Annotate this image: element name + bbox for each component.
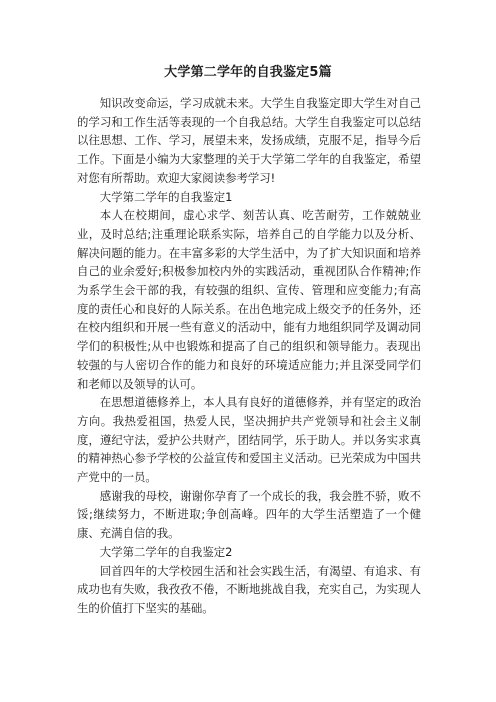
intro-paragraph: 知识改变命运，学习成就未来。大学生自我鉴定即大学生对自己的学习和工作生活等表现的一个自我总结。大学生自我鉴定可以总结以往思想、工作、学习，展望未来，发扬成绩，克服不足，指导今后工作。下面是小编为大家整理的关于大学第二学年的自我鉴定，希望对您有所帮助。欢迎大家阅读参考学习! — [77, 96, 421, 185]
section-2-paragraph-1: 回首四年的大学校园生活和社会实践生活，有渴望、有追求、有成功也有失败，我孜孜不倦，不断地挑战自我，充实自己，为实现人生的价值打下坚实的基础。 — [77, 563, 421, 615]
document-body — [77, 94, 421, 618]
section-heading-2: 大学第二学年的自我鉴定2 — [99, 544, 233, 559]
section-1-paragraph-1: 本人在校期间，虚心求学、刻苦认真、吃苦耐劳，工作兢兢业业，及时总结;注重理论联系实际，培养自己的自学能力以及分析、解决问题的能力。在丰富多彩的大学生活中，为了扩大知识面和培养自己的业余爱好;积极参加校内外的实践活动，重视团队合作精神;作为系学生会干部的我，有较强的组织、宣传、管理和应变能力;有高度的责任心和良好的人际关系。在出色地完成上级交予的任务外，还在校内组织和开展一些有意义的活动中，能有力地组织同学及调动同学们的积极性;从中也锻炼和提高了自己的组织和领导能力。表现出较强的与人密切合作的能力和良好的环境适应能力;并且深受同学们和老师以及领导的认可。 — [77, 208, 421, 391]
section-1-paragraph-3: 感谢我的母校，谢谢你孕育了一个成长的我，我会胜不骄，败不馁;继续努力，不断进取;争创高峰。四年的大学生活塑造了一个健康、充满自信的我。 — [77, 488, 421, 541]
section-heading-1: 大学第二学年的自我鉴定1 — [99, 189, 233, 204]
section-1-paragraph-2: 在思想道德修养上，本人具有良好的道德修养，并有坚定的政治方向。我热爱祖国，热爱人民，坚决拥护共产党领导和社会主义制度，遵纪守法，爱护公共财产，团结同学，乐于助人。并以务实求真的精神热心参予学校的公益宣传和爱国主义活动。已光荣成为中国共产党中的一员。 — [77, 395, 421, 485]
document-title: 大学第二学年的自我鉴定5篇 — [164, 65, 332, 80]
